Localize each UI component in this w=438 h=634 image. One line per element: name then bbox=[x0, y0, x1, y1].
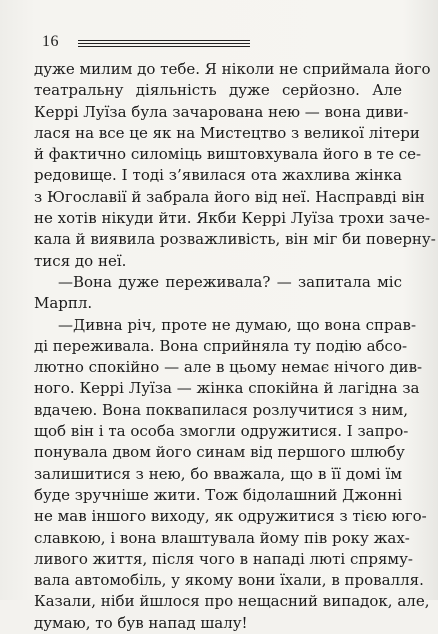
header-rule bbox=[78, 43, 250, 44]
text-line: понувала двом його синам від першого шлюбу bbox=[34, 443, 405, 462]
text-line: кала й виявила розважливість, він міг би поверну- bbox=[34, 230, 436, 249]
text-line: залишитися з нею, бо вважала, що в її домі їм bbox=[34, 464, 402, 483]
text-line: редовище. І тоді з’явилася ота жахлива жінка bbox=[34, 166, 402, 185]
text-line: й фактично силоміць виштовхувала його в те се- bbox=[34, 145, 422, 164]
text-line: дуже милим до тебе. Я ніколи не сприймала його bbox=[34, 60, 431, 78]
text-line: вала автомобіль, у якому вони їхали, в провалля. bbox=[34, 571, 424, 590]
body-text bbox=[34, 59, 436, 634]
text-line: славкою, і вона влаштувала йому пів року жах- bbox=[34, 528, 410, 547]
text-line: ді переживала. Вона сприйняла ту подію абсо- bbox=[34, 336, 408, 355]
text-line: Марпл. bbox=[34, 294, 93, 313]
text-line: Казали, ніби йшлося про нещасний випадок, але, bbox=[34, 592, 430, 611]
text-line: лася на все це як на Мистецтво з великої літери bbox=[34, 123, 420, 142]
text-line: думаю, то був напад шалу! bbox=[34, 613, 248, 632]
header-rule bbox=[78, 40, 250, 41]
text-line: театральну діяльність дуже серйозно. Але bbox=[34, 81, 402, 100]
text-line: тися до неї. bbox=[34, 251, 127, 270]
text-line: лютно спокійно — але в цьому немає нічого див- bbox=[34, 358, 423, 377]
text-line: не мав іншого виходу, як одружитися з тією юго- bbox=[34, 507, 427, 526]
text-line: вдачею. Вона поквапилася розлучитися з ним, bbox=[34, 400, 409, 419]
text-line: —Дивна річ, проте не думаю, що вона справ- bbox=[58, 315, 417, 334]
text-line: ливого життя, після чого в нападі люті спряму- bbox=[34, 549, 413, 568]
header-rule bbox=[78, 46, 250, 47]
text-line: з Югославії й забрала його від неї. Насправді він bbox=[34, 187, 425, 206]
text-line: Керрі Луїза була зачарована нею — вона диви- bbox=[34, 102, 409, 121]
text-line: буде зручніше жити. Тож бідолашний Джонні bbox=[34, 485, 402, 504]
text-line: щоб він і та особа змогли одружитися. І запро- bbox=[34, 422, 409, 441]
text-line: ного. Керрі Луїза — жінка спокійна й лагідна за bbox=[34, 379, 420, 398]
page-number: 16 bbox=[42, 33, 59, 50]
text-line: не хотів нікуди йти. Якби Керрі Луїза трохи заче- bbox=[34, 209, 430, 228]
page-header bbox=[42, 32, 262, 52]
text-line: —Вона дуже переживала? — запитала міс bbox=[58, 272, 402, 291]
